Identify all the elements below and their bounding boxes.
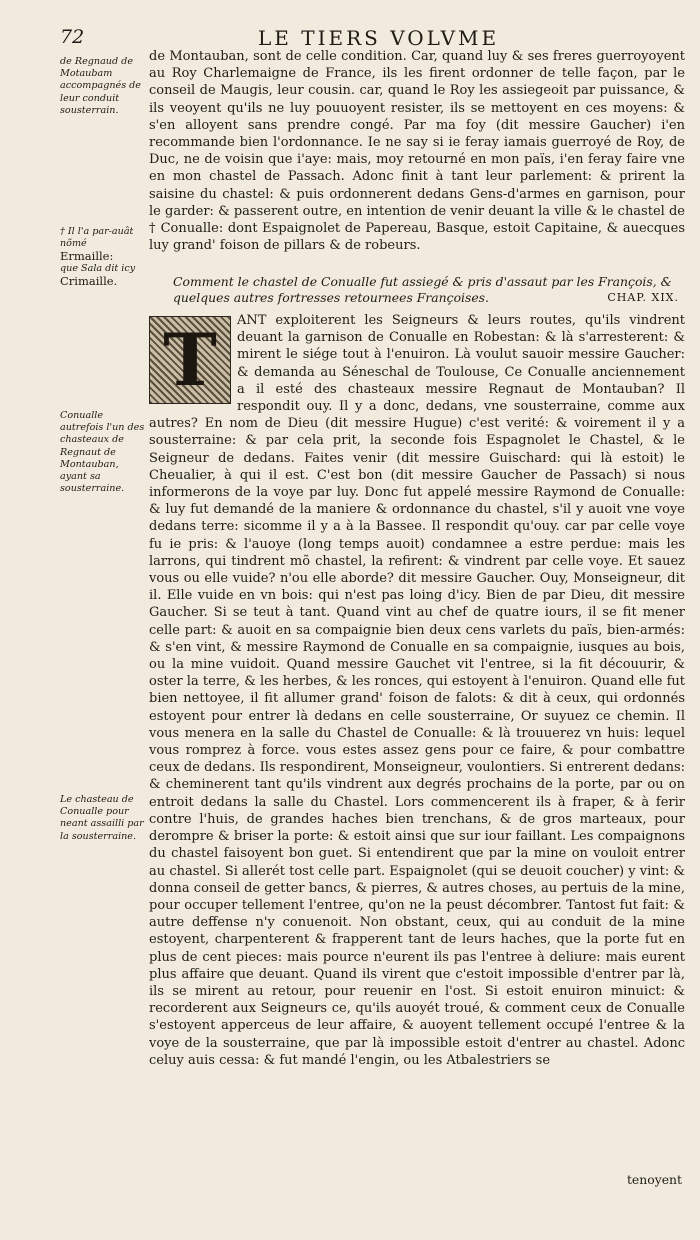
body-paragraph: [149, 312, 685, 1069]
top-paragraph: [149, 48, 685, 254]
margin-note-chasteau: Le chasteau de Conualle pour neant assailli par la sousterraine.: [60, 794, 144, 842]
chapter-title: Comment le chastel de Conualle fut assiegé & pris d'assaut par les François, & quelques autres fortresses retournees Françoises.: [173, 274, 672, 305]
chapter-number: CHAP. XIX.: [607, 291, 679, 304]
margin-note-ermaille: [60, 226, 148, 287]
initial-letter: T: [163, 317, 217, 402]
margin-note-line: † Il l'a par-auât nõmé: [60, 226, 134, 250]
chapter-heading: [173, 274, 685, 306]
running-title: LE TIERS VOLVME: [258, 26, 500, 50]
catchword: tenoyent: [626, 1172, 682, 1187]
margin-note-conualle: Conualle autrefois l'un des chasteaux de Regnaut de Montauban, ayant sa sousterraine.: [60, 410, 145, 495]
top-text: de Montauban, sont de celle condition. Car, quand luy & ses freres guerroyoyent au Roy Charlemaigne de France, ils les firent ordonner de telle façon, par le conseil de Maugis, leur cousin. car, quand le Roy les assiegeoit par puissance, & ils veoyent qu'ils ne luy pouuoyent resister, ils se mettoyent en ces moyens: & s'en alloyent sans prendre congé. Par ma foy (dit messire Gaucher) i'en recommande bien l'ordonnance. Ie ne say si ie feray iamais guerroyé de Roy, de Duc, ne de voisin que i'aye: mais, moy retourné en mon païs, i'en feray faire vne en mon chastel de Passach. Adonc finit à tant leur parlement: & prirent la saisine du chastel: & puis ordonnerent dedans Gens-d'armes en garnison, pour le garder: & passerent outre, en intention de venir deuant la ville & le chastel de † Conualle: dont Espaignolet de Papereau, Basque, estoit Capitaine, & auecques luy grand' foison de pillars & de robeurs.: [149, 49, 685, 254]
margin-note-line: Crimaille.: [60, 273, 118, 288]
decorated-initial: [149, 316, 231, 404]
margin-note-regnaud: de Regnaud de Motaubam accompagnés de leur conduit sousterrain.: [60, 56, 141, 116]
body-text: ANT exploiterent les Seigneurs & leurs routes, qu'ils vindrent deuant la garnison de Conualle en Robestan: & là s'arresterent: & mirent le siége tout à l'enuiron. Là voulut sauoir messire Gaucher: & demanda au Séneschal de Toulouse, Ce Conualle anciennement a il esté des chasteaux messire Regnaut de Montauban? Il respondit ouy. Il y a donc, dedans, vne sousterraine, comme aux autres? En nom de Dieu (dit messire Hugue) c'est verité: & voirement il y a sousterraine: & par cela prit, la seconde fois Espagnolet le Chastel, & le Seigneur de dedans. Faites venir (dit messire Guischard: qui là estoit) le Cheualier, à qui il est. C'est bon (dit messire Gaucher de Passach) si nous informerons de la voye par luy. Donc fut appelé messire Raymond de Conualle: & luy fut demandé de la maniere & ordonnance du chastel, s'il y auoit vne voye dedans terre: sicomme il y a à la Bassee. Il respondit qu'ouy. car par celle voye fu ie pris: & l'auoye (long temps auoit) condamnee a estre perdue: mais les larrons, qui tindrent mõ chastel, la refirent: & vindrent par celle voye. Et sauez vous ou elle vuide? n'ou elle aborde? dit messire Gaucher. Ouy, Monseigneur, dit il. Elle vuide en vn bois: qui n'est pas loing d'icy. Bien de par Dieu, dit messire Gaucher. Si se teut à tant. Quand vint au chef de quatre iours, il se fit mener celle part: & auoit en sa compaignie bien deux cens varlets du païs, bien-armés: & s'en vint, & messire Raymond de Conualle en sa compaignie, iusques au bois, ou la mine vuidoit. Quand messire Gauchet vit l'entree, si la fit découurir, & oster la terre, & les herbes, & les ronces, qui estoyent à l'enuiron. Quand elle fut bien nettoyee, il fit allumer grand' foison de falots: & dit à ceux, qui ordonnés estoyent pour entrer là dedans en celle sousterraine, Or suyuez ce chemin. Il vous menera en la salle du Chastel de Conualle: & là trouuerez vn huis: lequel vous romprez à force. vous estes assez gens pour ce faire, & pour combattre ceux de dedans. Ils respondirent, Monseigneur, voulontiers. Si entrerent dedans: & cheminerent tant qu'ils vindrent aux degrés prochains de la porte, par ou on entroit dedans la salle du Chastel. Lors commencerent ils à fraper, & à ferir contre l'huis, de grandes haches bien trenchans, & de gros marteaux, pour derompre & briser la porte: & estoit ainsi que sur iour faillant. Les compaignons du chastel faisoyent bon guet. Si entendirent que par la mine on vouloit entrer au chastel. Si allerét tost celle part. Espaignolet (qui se deuoit coucher) y vint: & donna conseil de getter bancs, & pierres, & autres choses, au pertuis de la mine, pour occuper tellement l'entree, qu'on ne la peust décombrer. Tantost fut fait: & autre deffense n'y conuenoit. Non obstant, ceux, qui au conduit de la mine estoyent, charpenterent & frapperent tant de leurs haches, que la porte fut en plus de cent pieces: mais pource n'eurent ils pas l'entree à deliure: mais eurent plus affaire que deuant. Quand ils virent que c'estoit impossible d'entrer par là, ils se mirent au retour, pour reuenir en l'ost. Si estoit enuiron minuict: & recorderent aux Seigneurs ce, qu'ils auoyét troué, & comment ceux de Conualle s'estoyent apperceus de leur affaire, & auoyent tellement occupé l'entree & la voye de la sousterraine, que par là impossible estoit d'entrer au chastel. Adonc celuy auis cessa: & fut mandé l'engin, ou les Atbalestriers se: [149, 313, 685, 1068]
page-number: 72: [60, 26, 85, 48]
margin-note-line: que Sala dit icy: [60, 262, 136, 274]
margin-note-line: Ermaille:: [60, 249, 114, 264]
